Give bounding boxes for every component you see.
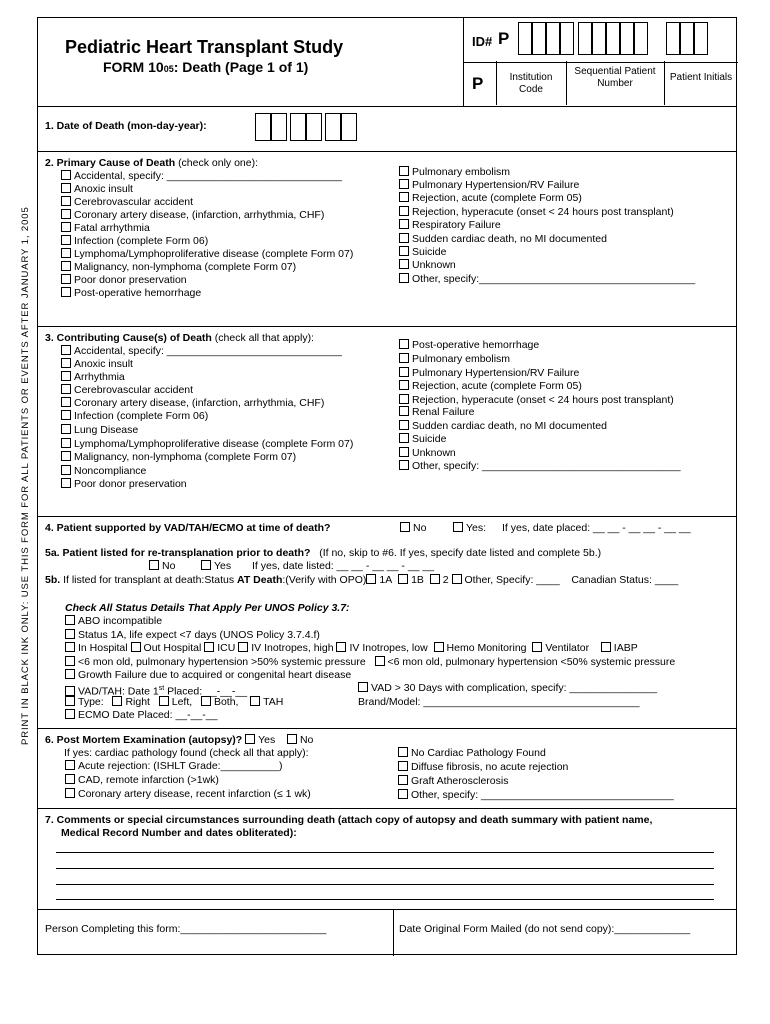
institution-code-label: Institution Code — [509, 72, 553, 95]
iv-high-option[interactable]: IV Inotropes, high — [238, 642, 333, 654]
checkbox-option[interactable]: Suicide — [399, 433, 446, 446]
checkbox-option[interactable]: Other, specify: _________________________________ — [398, 789, 674, 802]
growth-failure-option[interactable]: Growth Failure due to acquired or congenital heart disease — [65, 669, 351, 682]
id-digit-box[interactable] — [666, 22, 680, 55]
location-row — [65, 642, 638, 655]
ventilator-option[interactable]: Ventilator — [532, 642, 589, 654]
id-digit-box[interactable] — [680, 22, 694, 55]
comments-line[interactable] — [56, 899, 714, 900]
checkbox-option[interactable]: Accidental, specify: ______________________________ — [61, 170, 342, 183]
lt6-lt50-option[interactable]: <6 mon old, pulmonary hypertension <50% systemic pressure — [375, 656, 676, 668]
checkbox-option[interactable]: Poor donor preservation — [61, 274, 187, 287]
id-digit-box[interactable] — [620, 22, 634, 55]
checkbox-option[interactable]: Accidental, specify: ______________________________ — [61, 345, 342, 358]
checkbox-option[interactable]: Respiratory Failure — [399, 219, 501, 232]
date-digit-box[interactable] — [271, 113, 287, 141]
form-subtitle: FORM 1005: Death (Page 1 of 1) — [103, 59, 309, 75]
ecmo-option[interactable]: ECMO Date Placed: __-__-__ — [65, 709, 217, 722]
hemo-option[interactable]: Hemo Monitoring — [434, 642, 527, 654]
status-details-heading: Check All Status Details That Apply Per UNOS Policy 3.7: — [65, 602, 350, 614]
vad-tah-option[interactable]: VAD/TAH: Date 1st Placed: __-__-__ — [65, 682, 247, 699]
status-1b-option[interactable]: 1B — [398, 574, 424, 586]
divider — [38, 909, 736, 910]
checkbox-option[interactable]: Malignancy, non-lymphoma (complete Form 07) — [61, 451, 296, 464]
pulmonary-row — [65, 656, 675, 669]
checkbox-option[interactable]: Other, specify:_____________________________________ — [399, 273, 695, 286]
comments-line[interactable] — [56, 868, 714, 869]
checkbox-option[interactable]: Coronary artery disease, (infarction, arrhythmia, CHF) — [61, 397, 324, 410]
checkbox-option[interactable]: Pulmonary embolism — [399, 166, 510, 179]
vad-no-option[interactable]: No — [400, 522, 426, 535]
relisting-question: 5a. Patient listed for re-transplanation prior to death? (If no, skip to #6. If yes, specify date listed and complete 5b.) — [45, 547, 602, 559]
id-digit-box[interactable] — [592, 22, 606, 55]
id-p: P — [498, 29, 510, 48]
divider — [38, 516, 736, 517]
checkbox-option[interactable]: Diffuse fibrosis, no acute rejection — [398, 761, 568, 774]
comments-line[interactable] — [56, 884, 714, 885]
id-digit-box[interactable] — [532, 22, 546, 55]
id-digit-box[interactable] — [606, 22, 620, 55]
out-hospital-option[interactable]: Out Hospital — [131, 642, 202, 654]
checkbox-option[interactable]: Anoxic insult — [61, 183, 133, 196]
checkbox-option[interactable]: Rejection, acute (complete Form 05) — [399, 192, 582, 205]
checkbox-option[interactable]: Malignancy, non-lymphoma (complete Form 07) — [61, 261, 296, 274]
date-mailed-field[interactable]: Date Original Form Mailed (do not send copy):_____________ — [399, 923, 691, 935]
in-hospital-option[interactable]: In Hospital — [65, 642, 128, 654]
primary-cause-heading: 2. Primary Cause of Death (check only one): — [45, 157, 259, 169]
iv-low-option[interactable]: IV Inotropes, low — [336, 642, 427, 654]
checkbox-option[interactable]: Anoxic insult — [61, 358, 133, 371]
id-label: ID# — [472, 34, 493, 49]
date-digit-box[interactable] — [341, 113, 357, 141]
checkbox-option[interactable]: Sudden cardiac death, no MI documented — [399, 420, 607, 433]
canadian-status[interactable]: Canadian Status: ____ — [571, 574, 679, 586]
vad-yes-option[interactable]: Yes: — [453, 522, 486, 535]
type-tah-option[interactable]: TAH — [250, 696, 283, 708]
divider — [393, 909, 394, 956]
checkbox-option[interactable]: Renal Failure — [399, 406, 474, 419]
status-1a-detail-option[interactable]: Status 1A, life expect <7 days (UNOS Policy 3.7.4.f) — [65, 629, 320, 642]
type-left-option[interactable]: Left, — [159, 696, 192, 708]
checkbox-option[interactable]: Infection (complete Form 06) — [61, 235, 208, 248]
checkbox-option[interactable]: Lymphoma/Lymphoproliferative disease (complete Form 07) — [61, 438, 353, 451]
side-instruction-text: PRINT IN BLACK INK ONLY: USE THIS FORM FOR ALL PATIENTS OR EVENTS AFTER JANUARY 1, 2005 — [20, 206, 31, 745]
checkbox-option[interactable]: Cerebrovascular accident — [61, 384, 193, 397]
autopsy-question: 6. Post Mortem Examination (autopsy)? Yes No — [45, 734, 314, 746]
id-digit-box[interactable] — [634, 22, 648, 55]
checkbox-option[interactable]: Unknown — [399, 259, 456, 272]
divider — [38, 728, 736, 729]
date-digit-box[interactable] — [306, 113, 322, 141]
comments-question: 7. Comments or special circumstances surrounding death (attach copy of autopsy and death summary with patient name, — [45, 814, 653, 826]
checkbox-option[interactable]: Suicide — [399, 246, 446, 259]
date-digit-box[interactable] — [290, 113, 306, 141]
autopsy-if-yes: If yes: cardiac pathology found (check all that apply): — [64, 747, 309, 759]
checkbox-option[interactable]: No Cardiac Pathology Found — [398, 747, 546, 760]
type-right-option[interactable]: Right — [112, 696, 150, 708]
date-digit-box[interactable] — [325, 113, 341, 141]
checkbox-option[interactable]: Poor donor preservation — [61, 478, 187, 491]
checkbox-option[interactable]: Other, specify: __________________________________ — [399, 460, 681, 473]
vad-30-days-option[interactable]: VAD > 30 Days with complication, specify: _______________ — [358, 682, 657, 695]
id-digit-box[interactable] — [546, 22, 560, 55]
checkbox-option[interactable]: Infection (complete Form 06) — [61, 410, 208, 423]
comments-question-cont: Medical Record Number and dates obliterated): — [61, 827, 297, 839]
patient-initials-label: Patient Initials — [669, 72, 733, 83]
comments-line[interactable] — [56, 852, 714, 853]
status-other-option[interactable]: Other, Specify: ____ — [452, 574, 560, 586]
divider — [566, 61, 567, 105]
form-title: Pediatric Heart Transplant Study — [65, 37, 344, 57]
checkbox-option[interactable]: Rejection, hyperacute (onset < 24 hours post transplant) — [399, 394, 674, 407]
contributing-cause-heading: 3. Contributing Cause(s) of Death (check all that apply): — [45, 332, 314, 344]
divider — [664, 61, 665, 105]
checkbox-option[interactable]: Lymphoma/Lymphoproliferative disease (complete Form 07) — [61, 248, 353, 261]
type-both-option[interactable]: Both, — [201, 696, 239, 708]
status-1a-option[interactable]: 1A — [366, 574, 392, 586]
person-completing-field[interactable]: Person Completing this form:_________________________ — [45, 923, 327, 935]
relisting-date[interactable]: If yes, date listed: __ __ - __ __ - __ __ — [252, 560, 435, 572]
icu-option[interactable]: ICU — [204, 642, 235, 654]
checkbox-option[interactable]: Noncompliance — [61, 465, 146, 478]
id-digit-box[interactable] — [578, 22, 592, 55]
iabp-option[interactable]: IABP — [601, 642, 638, 654]
checkbox-option[interactable]: Coronary artery disease, recent infarction (≤ 1 wk) — [65, 788, 311, 801]
p-label: P — [472, 74, 484, 93]
divider — [38, 326, 736, 327]
divider — [496, 61, 497, 105]
device-type-row: Type: Right Left, Both, TAH — [65, 696, 283, 709]
id-digit-box[interactable] — [694, 22, 708, 55]
checkbox-option[interactable]: Post-operative hemorrhage — [399, 339, 539, 352]
brand-model-field[interactable]: Brand/Model: _____________________________________ — [358, 696, 640, 708]
divider — [38, 106, 736, 107]
checkbox-option[interactable]: Lung Disease — [61, 424, 138, 437]
checkbox-option[interactable]: Rejection, acute (complete Form 05) — [399, 380, 582, 393]
id-digit-box[interactable] — [518, 22, 532, 55]
vad-support-question: 4. Patient supported by VAD/TAH/ECMO at time of death? — [45, 522, 331, 534]
checkbox-option[interactable]: CAD, remote infarction (>1wk) — [65, 774, 219, 787]
status-2-option[interactable]: 2 — [430, 574, 449, 586]
id-digit-box[interactable] — [560, 22, 574, 55]
abo-option[interactable]: ABO incompatible — [65, 615, 162, 628]
checkbox-option[interactable]: Coronary artery disease, (infarction, arrhythmia, CHF) — [61, 209, 324, 222]
checkbox-option[interactable]: Post-operative hemorrhage — [61, 287, 201, 300]
divider — [38, 808, 736, 809]
date-of-death-label: 1. Date of Death (mon-day-year): — [45, 120, 207, 132]
sequential-patient-number-label: Sequential Patient Number — [574, 66, 656, 89]
autopsy-no-option[interactable]: No — [287, 734, 313, 746]
relisting-yes-option[interactable]: Yes — [201, 560, 231, 573]
checkbox-option[interactable]: Cerebrovascular accident — [61, 196, 193, 209]
checkbox-option[interactable]: Fatal arrhythmia — [61, 222, 150, 235]
checkbox-option[interactable]: Arrhythmia — [61, 371, 125, 384]
status-at-death-row: 5b. If listed for transplant at death:Status AT Death:(Verify with OPO) 1A 1B 2 Other, Specify: ____ Canadian Status: ____ — [45, 574, 679, 586]
date-digit-box[interactable] — [255, 113, 271, 141]
checkbox-option[interactable]: Unknown — [399, 447, 456, 460]
checkbox-option[interactable]: Graft Atherosclerosis — [398, 775, 508, 788]
checkbox-option[interactable]: Pulmonary Hypertension/RV Failure — [399, 367, 579, 380]
checkbox-option[interactable]: Pulmonary Hypertension/RV Failure — [399, 179, 579, 192]
autopsy-yes-option[interactable]: Yes — [245, 734, 275, 746]
divider — [463, 62, 738, 63]
lt6-gt50-option[interactable]: <6 mon old, pulmonary hypertension >50% systemic pressure — [65, 656, 366, 668]
checkbox-option[interactable]: Rejection, hyperacute (onset < 24 hours post transplant) — [399, 206, 674, 219]
checkbox-option[interactable]: Sudden cardiac death, no MI documented — [399, 233, 607, 246]
checkbox-option[interactable]: Pulmonary embolism — [399, 353, 510, 366]
divider — [38, 151, 736, 152]
relisting-no-option[interactable]: No — [149, 560, 175, 573]
vad-date-placed[interactable]: If yes, date placed: __ __ - __ __ - __ __ — [502, 522, 691, 534]
checkbox-option[interactable]: Acute rejection: (ISHLT Grade:__________) — [65, 760, 282, 773]
